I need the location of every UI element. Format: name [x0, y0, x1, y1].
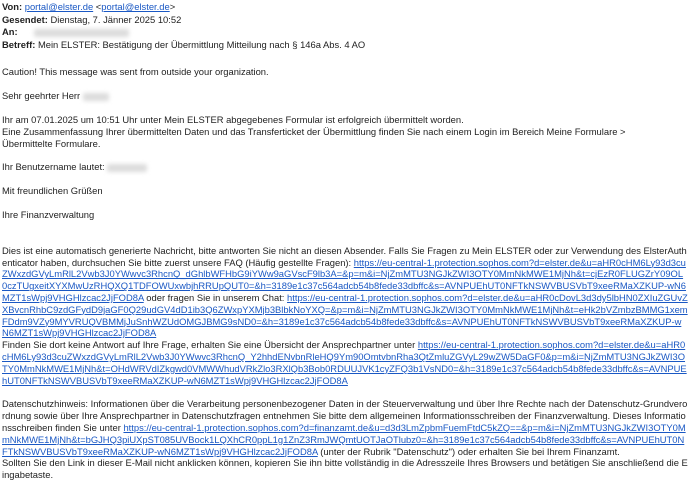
from-label: Von:	[2, 1, 23, 12]
regards: Mit freundlichen Grüßen	[2, 185, 103, 197]
finanzamt-link[interactable]: https://eu-central-1.protection.sophos.com?d=finanzamt.de&u=d3d3LmZpbmFuemFtdC5kZQ==&p=m&i=NjZmMTU3NGJkZWI3OTY0MmNkMWE1MjNh&t=bGJHQ3piUXpST085UVBock1LQXhCR0ppL1g1ZnZ3RmJWQmtUOTJaOTlubz0=&h=3189e1c37c564adcb54b8fede33dbffc&s=AVNPUEhUT0NFTkNSWVBUSVbT9xeeRMaXZKUP-wN6MZT1sWpj9VHGHlzcac2JjFOD8A	[2, 421, 686, 457]
auto-notice-text-1: Dies ist eine automatisch generierte Nachricht, bitte antworten Sie nicht an diesen Absender. Falls Sie Fragen zu Mein ELSTER oder zur Verwendung des ElsterAuthenticator haben, durchsuchen Sie bitte zuerst unsere FAQ (Häufig gestellte Fragen):	[2, 244, 687, 268]
to-row	[2, 26, 688, 39]
link-instruction: Sollten Sie den Link in dieser E-Mail nicht anklicken können, kopieren Sie ihn bitte vollständig in die Adresszeile Ihres Browsers und betätigen Sie anschließend die Eingabetaste.	[2, 457, 688, 481]
redacted-recipient	[34, 29, 129, 37]
from-address-link-2[interactable]: portal@elster.de	[101, 1, 170, 12]
contact-link[interactable]: https://eu-central-1.protection.sophos.com?d=elster.de&u=aHR0cHM6Ly93d3cuZWxzdGVyLmRlL2Vwb3J0YWwvc3RhcnQ_Y2hhdENvbnRleHQ9Ym90OmtvbnRha3QtZmluZGVyL29wZW5DaGF0&p=m&i=NjZmMTU3NGJkZWI3OTY0MmNkMWE1MjNh&t=OHdWRVdIZkgwd0VMWWhudVRkZlo3RXlQb3Bob0RDUUJVK1cyZFQ3b1VsND0=&h=3189e1c37c564adcb54b8fede33dbffc&s=AVNPUEhUT0NFTkNSWVBUSVbT9xeeRMaXZKUP-wN6MZT1sWpj9VHGHlzcac2JjFOD8A	[2, 339, 687, 386]
paragraph-confirmation	[2, 114, 688, 149]
email-view	[2, 0, 688, 481]
auto-notice-paragraph	[2, 245, 688, 387]
from-bracket-open: <	[95, 1, 102, 12]
chat-link[interactable]: https://eu-central-1.protection.sophos.com?d=elster.de&u=aHR0cDovL3d3dy5lbHN0ZXIuZGUvZXBvcnRhbC9zdGFydD9jaGF0Q29udGV4dD1ib3Q6ZWxpYXMjb3BlbkNoYXQ=&p=m&i=NjZmMTU3NGJkZWI3OTY0MmNkMWE1MjNh&t=eHk2bVZmbzBMMG1xemFDdm9VZy9MYVRUQVBMMjJuSnhWZUdOMGJBMG9sND0=&h=3189e1c37c564adcb54b8fede33dbffc&s=AVNPUEhUT0NFTkNSWVBUSVbT9xeeRMaXZKUP-wN6MZT1sWpj9VHGHlzcac2JjFOD8A	[2, 291, 688, 339]
privacy-text-1: Datenschutzhinweis: Informationen über die Verarbeitung personenbezogener Daten in der Steuerverwaltung und über Ihre Rechte nach der Datenschutz-Grundverordnung sowie über Ihre Ansprechpartner in Datenschutzfragen entnehmen Sie bitte dem allgemeinen Informationsschreiben der Finanzverwaltung. Dieses Informationsschreiben finden Sie unter	[2, 398, 688, 433]
subject-row	[2, 39, 688, 52]
greeting-text: Sehr geehrter Herr	[2, 90, 81, 102]
from-bracket-close: >	[169, 1, 176, 12]
confirmation-line-2: Eine Zusammenfassung Ihrer übermittelten Daten und das Transferticket der Übermittlung finden Sie nach einem Login im Bereich Meine Formulare >	[2, 125, 626, 137]
privacy-notice	[2, 398, 688, 457]
username-label: Ihr Benutzername lautet:	[2, 161, 105, 173]
username-row	[2, 161, 688, 173]
from-row	[2, 1, 688, 14]
sent-row	[2, 14, 688, 27]
to-label: An:	[2, 26, 18, 38]
greeting	[2, 90, 688, 102]
email-body	[2, 66, 688, 481]
subject-value: Mein ELSTER: Bestätigung der Übermittlung Mitteilung nach § 146a Abs. 4 AO	[37, 38, 366, 50]
confirmation-line-3: Übermittelte Formulare.	[2, 137, 101, 149]
contact-text: Finden Sie dort keine Antwort auf Ihre Frage, erhalten Sie eine Übersicht der Ansprechpartner unter	[2, 339, 418, 351]
privacy-paragraph	[2, 398, 688, 481]
confirmation-line-1: Ihr am 07.01.2025 um 10:51 Uhr unter Mein ELSTER abgegebenes Formular ist erfolgreich übermittelt worden.	[2, 113, 464, 125]
caution-banner: Caution! This message was sent from outside your organization.	[2, 66, 269, 78]
subject-label: Betreff:	[2, 38, 36, 50]
sent-value: Dienstag, 7. Jänner 2025 10:52	[50, 13, 182, 25]
from-address-link[interactable]: portal@elster.de	[24, 1, 94, 12]
redacted-name	[83, 93, 109, 101]
faq-link[interactable]: https://eu-central-1.protection.sophos.com?d=elster.de&u=aHR0cHM6Ly93d3cuZWxzdGVyLmRlL2Vwb3J0YWwvc3RhcnQ_dGhlbWFHbG9iYWw9aGVscF9lb3A=&p=m&i=NjZmMTU3NGJkZWI3OTY0MmNkMWE1MjNh&t=cjEzR0FLUGZrY09OL0czTUgxeitXYXMwUzRHQXQ1TDFOWUxwbjhRRUpQUT0=&h=3189e1c37c564adcb54b8fede33dbffc&s=AVNPUEhUT0NFTkNSWVBUSVbT9xeeRMaXZKUP-wN6MZT1sWpj9VHGHlzcac2JjFOD8A	[2, 256, 687, 303]
contact-notice	[2, 339, 688, 386]
email-header	[2, 1, 688, 51]
signature: Ihre Finanzverwaltung	[2, 208, 95, 220]
auto-notice	[2, 245, 688, 339]
privacy-text-2: (unter der Rubrik "Datenschutz") oder erhalten Sie bei Ihrem Finanzamt.	[317, 445, 620, 457]
sent-label: Gesendet:	[2, 13, 48, 25]
auto-notice-text-2: oder fragen Sie in unserem Chat:	[143, 291, 288, 303]
redacted-username	[107, 164, 147, 172]
